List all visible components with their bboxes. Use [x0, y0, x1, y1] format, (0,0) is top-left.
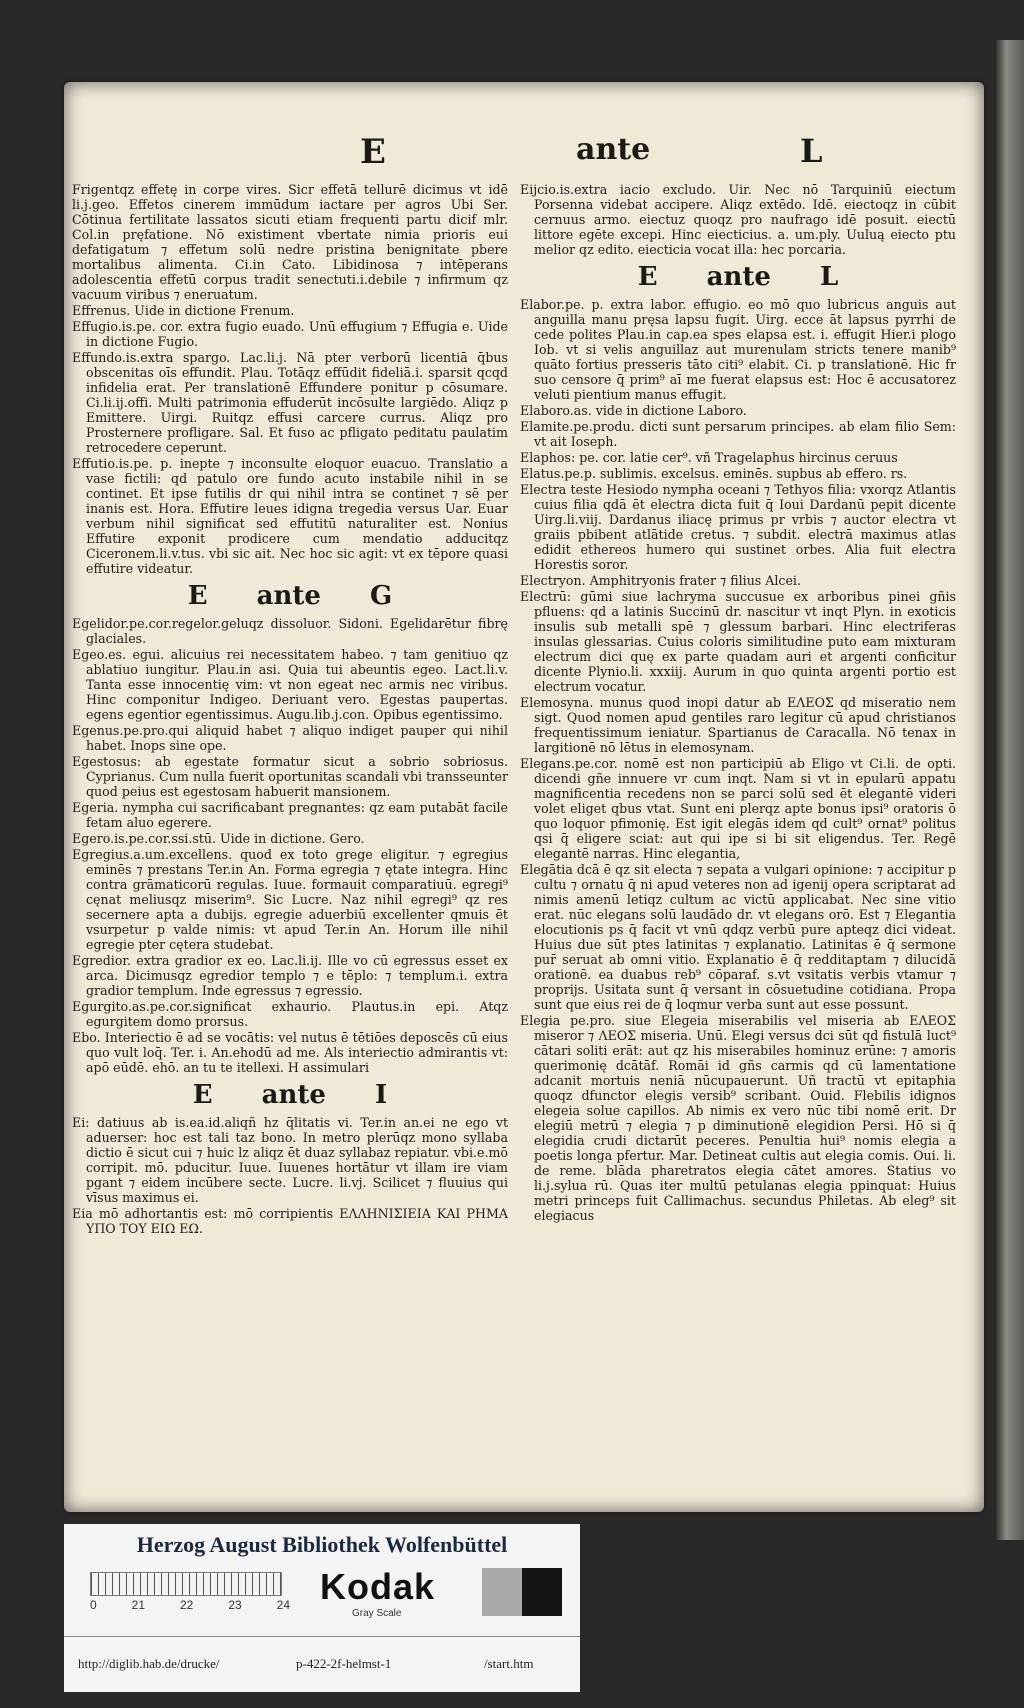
dictionary-entry: Electrū: gūmi siue lachryma succusue ex arboribus pinei gñis pfluens: qd a latinis Succinū dr. nascitur vt inqt Plyn. in exoticis insulis sub metalli spē ⁊ glessum barbari. Hinc electriferas insulas glessarias. Cuius coloris similitudine puto eam mixturam electrum dici quę ex parte quadam auri et argenti conficitur dicente Plynio.li. xxxiij. Aurum in quo quinta argenti portio est electrum vocatur.: [520, 589, 956, 694]
dictionary-entry: Elabor.pe. p. extra labor. effugio. eo mō quo lubricus anguis aut anguilla manu pręsa lapsu fugit. Uirg. ecce āt lapsus pyrrhi de cede polites Plau.in cap.ea spes elapsa est. i. effugit Hier.i plogo Iob. vt si velis anguillaz aut murenulam stricts tenere manib⁹ quāto fortius presseris tāto citi⁹ elabit. Ci. p translationē. Hic fr suo censore q̄ prim⁹ aī me fuerat elapsus est: Hoc ē accusatorez veluti pientium manus effugit.: [520, 297, 956, 402]
dictionary-entry: Egelidor.pe.cor.regelor.geluqz dissoluor. Sidoni. Egelidarētur fibrę glaciales.: [72, 616, 508, 646]
ruler-number: 23: [228, 1598, 242, 1612]
running-head-left: E: [360, 132, 386, 172]
dictionary-entry: Effundo.is.extra spargo. Lac.li.j. Nā pter verborū licentiā q̄bus obscenitas oīs effundit. Plau. Totāqz effūdit fideliā.i. sparsit qcqd infidelia erat. Per translationē Effundere ponitur p cōsumare. Ci.li.ij.offi. Multi patrimonia effuderūt incōsulte largiēdo. Aliqz p Emittere. Uirgi. Ruitqz effusi carcere currus. Aliqz pro Prosternere profligare. Sal. Et fuso ac pfligato peditatu paulatim retrocedere ceperunt.: [72, 350, 508, 455]
dictionary-entry: Ebo. Interiectio ē ad se vocātis: vel nutus ē tētiōes deposcēs cū eius quo vult loq̄. Ter. i. An.ehodū ad me. Als interiectio admirantis vt: apō eūdē. ehō. an tu te itellexi. H assimulari: [72, 1030, 508, 1075]
dictionary-entry: Eijcio.is.extra iacio excludo. Uir. Nec nō Tarquiniū eiectum Porsenna videbat accipere. Aliqz extēdo. Idē. eiectoqz in cūbit cernuus armo. eiectuz quoqz pro naufrago idē posuit. eiectū littore egēte excepi. Hinc eiecticius. a. um.ply. Uuluą eiecto ptu melior qz edito. eiecticia vocat illa: hec porcaria.: [520, 182, 956, 257]
dictionary-entry: Egero.is.pe.cor.ssi.stū. Uide in dictione. Gero.: [72, 831, 365, 846]
dictionary-entry: Electryon. Amphitryonis frater ⁊ filius Alcei.: [520, 573, 801, 588]
dictionary-entry: Egurgito.as.pe.cor.significat exhaurio. Plautus.in epi. Atqz egurgitem domo prorsus.: [72, 999, 508, 1029]
dictionary-entry: Elamite.pe.produ. dicti sunt persarum principes. ab elam filio Sem: vt ait Ioseph.: [520, 419, 956, 449]
black-swatch: [522, 1568, 562, 1616]
gray-scale-label: Gray Scale: [352, 1608, 402, 1619]
card-divider: [64, 1636, 580, 1637]
paragraph: Frigentqz effetę in corpe vires. Sicr effetā tellurē dicimus vt idē li.j.geo. Effetos cinerem immūdum iactare per agros Ubi Ser. Cōtinua fertilitate lassatos sicuti etiam frequenti partu dicif mlr. Col.in pręfatione. Nō existiment vbertate nimia prioris eui defatigatum ⁊ effetum solū nedre pristina benignitate pbere mortalibus alimenta. Ci.in Cato. Libidinosa ⁊ intēperans adolescentia effetū corpus tradit senectuti.i.debile ⁊ infirmum qz vacuum viribus ⁊ eneruatum.: [72, 182, 508, 302]
dictionary-entry: Elaphos: pe. cor. latie cer⁹. vñ Tragelaphus hircinus ceruus: [520, 450, 898, 465]
gray-swatch: [482, 1568, 522, 1616]
running-head-right: L: [800, 132, 823, 170]
dictionary-entry: Egeo.es. egui. alicuius rei necessitatem habeo. ⁊ tam genitiuo qz ablatiuo iungitur. Plau.in asi. Quia tui abeuntis egeo. Lact.li.v. Tanta esse innocentię vim: vt non egeat nec armis nec viribus. Hinc componitur Indigeo. Deriuant vero. Egestas paupertas. egens egentior egentissimus. Augu.lib.j.con. Opibus egentissimo.: [72, 647, 508, 722]
scanner-edge: [994, 40, 1024, 1540]
dictionary-entry: Egeria. nympha cui sacrificabant pregnantes: qz eam putabāt facile fetam aluo egerere.: [72, 800, 508, 830]
section-heading: E ante G: [187, 581, 393, 611]
dictionary-entry: Electra teste Hesiodo nympha oceani ⁊ Tethyos filia: vxorqz Atlantis cuius filia qdā ēt electra dicta fuit q̄ Ioui Dardanū pepit dicente Uirg.li.viij. Dardanus iliacę primus pr vrbis ⁊ auctor electra vt graiis pbibent atlātide cretus. ⁊ subdit. electrā maximus atlas edidit ethereos humero qui sustinet orbes. Alia fuit electra Horestis soror.: [520, 482, 956, 572]
dictionary-entry: Effugio.is.pe. cor. extra fugio euado. Unū effugium ⁊ Effugia e. Uide in dictione Fugio.: [72, 319, 508, 349]
right-column: [520, 182, 956, 1224]
dictionary-entry: Egenus.pe.pro.qui aliquid habet ⁊ aliquo indiget pauper qui nihil habet. Inops sine ope.: [72, 723, 508, 753]
ruler-number: 0: [90, 1598, 97, 1612]
section-heading: E ante I: [192, 1080, 388, 1110]
dictionary-entry: Eia mō adhortantis est: mō corripientis ΕΛΛΗΝΙΣΙΕΙΑ ΚΑΙ ΡΗΜΑ ΥΠΟ ΤΟΥ ΕΙΩ ΕΩ.: [72, 1206, 508, 1236]
ruler-number: 21: [131, 1598, 146, 1612]
ruler-numbers: [90, 1598, 290, 1612]
ruler-number: 22: [179, 1598, 194, 1612]
library-info-card: [64, 1524, 580, 1692]
running-head: [64, 132, 984, 172]
dictionary-entry: Effutio.is.pe. p. inepte ⁊ inconsulte eloquor euacuo. Translatio a vase fictili: qd patulo ore fundo acuto instabile nihil in se continet. Et ipse futilis dr qui nihil intra se continet ⁊ sē per inanis est. Hora. Effutire leues idigna tregedia versus Uar. Euar verbum nihil significat sed effutitū naturaliter est. Nonius Effutire exponit prodicere cum mendatio adducitqz Ciceronem.li.v.tus. vbi sic ait. Nec hoc sic agit: vt ex tēpore quasi effutire videatur.: [72, 456, 508, 576]
section-heading: E ante L: [637, 262, 839, 292]
dictionary-entry: Ei: datiuus ab is.ea.id.aliqñ hz q̄litatis vi. Ter.in an.ei ne ego vt aduerser: hoc est tali taz bono. In metro plerūqz mono syllaba dictio ē sicut cui ⁊ huic lz aliqz ēt duaz syllabaz repiatur. vbi.e.mō corripit. mō. pducitur. Iuue. Iuuenes hortātur vt illam ire viam pgant ⁊ eidem incūbere secte. Lucre. li.vj. Scilicet ⁊ fluuius qui vīsus maximus ei.: [72, 1115, 508, 1205]
library-url[interactable]: http://diglib.hab.de/drucke/: [78, 1656, 220, 1671]
running-head-center: ante: [576, 132, 651, 167]
dictionary-entry: Elegans.pe.cor. nomē est non participiū ab Eligo vt Ci.li. de opti. dicendi gñe innuere vr cum inqt. Nam si vt in epularū appatu magnificentia recedens non se parci solū sed ēt elegantē videri volet eliget qbus vtat. Sunt eni plerqz apte bonus ipsi⁹ oratoris ō quo loquor pfimonię. Est igit elegās idem qd cult⁹ ornat⁹ politus qsi q̄ eligere sciat: aut qui ipe si bi sit eligendus. Ter. Regē elegantē narras. Hinc elegantia,: [520, 756, 956, 861]
ruler-number: 24: [276, 1598, 290, 1612]
dictionary-entry: Egredior. extra gradior ex eo. Lac.li.ij. Ille vo cū egressus esset ex arca. Dicimusqz egredior templo ⁊ e tēplo: ⁊ templum.i. extra gradior templum. Inde egressus ⁊ egressio.: [72, 953, 508, 998]
dictionary-entry: Egestosus: ab egestate formatur sicut a sobrio sobriosus. Cyprianus. Cum nulla fuerit oportunitas scandali vbi transseunter quod peius est egestosam habuerit mansionem.: [72, 754, 508, 799]
dictionary-entry: Egregius.a.um.excellens. quod ex toto grege eligitur. ⁊ egregius eminēs ⁊ prestans Ter.in An. Forma egregia ⁊ ętate integra. Hinc contra grāmaticorū regulas. Iuue. formauit comparatiuū. egregi⁹ cęnat meliusqz miserim⁹. Sic Lucre. Naz nihil egregi⁹ qz res secernere apta a dubijs. egregie aduerbiū excellenter qmuis ēt vsurpetur p valde nimis: vt apud Ter.in An. Horum ille nihil egregie pter cętera studebat.: [72, 847, 508, 952]
start-link[interactable]: /start.htm: [484, 1656, 534, 1671]
dictionary-entry: Effrenus. Uide in dictione Frenum.: [72, 303, 295, 318]
dictionary-entry: Elatus.pe.p. sublimis. excelsus. eminēs. supbus ab effero. rs.: [520, 466, 908, 481]
dictionary-entry: Elegātia dcā ē qz sit electa ⁊ sepata a vulgari opinione: ⁊ accipitur p cultu ⁊ ornatu q̄ ni apud veteres non ad igenij opera scriptarat ad nimis amenū letiqz cultum ac victū applicabat. Nec sine vitio erat. nūc elegans solū laudādo dr. vt elegans orō. Est ⁊ Elegantia elocutionis ps q̄ facit vt vnū qdqz verbū pure apteqz dici videat. Huius due sūt ptes latinitas ⁊ explanatio. Latinitas ē q̄ sermone pur̄ seruat ab omni vitio. Explanatio ē q̄ redditaptam ⁊ dilucidā orationē. ea duabus reb⁹ cōparaf. s.vt vsitatis verbis vtamur ⁊ proprijs. Usitata sunt q̄ versant in cōsuetudine cotidiana. Propa sunt que eius rei de q̄ loqmur verba sunt aut esse possunt.: [520, 862, 956, 1012]
dictionary-entry: Elemosyna. munus quod inopi datur ab ΕΛΕΟΣ qd miseratio nem sigt. Quod nomen apud gentiles raro legitur cū apud christianos frequentissimum ieniatur. Spartianus de Caracalla. Nō tenax in largitionē nō lētus in elemosynam.: [520, 695, 956, 755]
shelfmark: p-422-2f-helmst-1: [296, 1656, 392, 1671]
dictionary-entry: Elaboro.as. vide in dictione Laboro.: [520, 403, 747, 418]
kodak-logo: Kodak: [320, 1566, 436, 1607]
book-page: [64, 82, 984, 1512]
dictionary-entry: Elegia pe.pro. siue Elegeia miserabilis vel miseria ab ΕΛΕΟΣ miseror ⁊ ΛΕΟΣ miseria. Unū. Elegi versus dci sūt qd fistulā luct⁹ cātari soliti erāt: aut qz his miserabiles hominuz erūne: ⁊ amoris querimonię dcātāf. Romāi id gñs carmis qd cū lamentatione adcanit mortuis neniā nūcupauerunt. Uñ tractū vt epitaphia quoqz dfunctor elegis versib⁹ scribant. Ouid. Flebilis idignos elegeia solue capillos. Ab nimis ex vero nūc tibi nomē erit. Dr elegiū metrū ⁊ elegia ⁊ p diminutionē elegidion Persi. Hō si q̄ elegidia crudi dictarūt peceres. Penultia hui⁹ nomis elegia a poetis longa pfertur. Mar. Detineat cultis aut elegia comis. Oui. li. de reme. blāda pharetratos elegia cātet amores. Statius vo li.j.sylua rū. Quas iter multū petulanas elegia ppinquat: Huius metri princeps fuit Callimachus. secundus Philetas. Ab eleg⁹ sit elegiacus: [520, 1013, 956, 1223]
left-column: [64, 182, 508, 1237]
library-title: Herzog August Bibliothek Wolfenbüttel: [136, 1532, 508, 1557]
ruler: [90, 1572, 290, 1614]
ruler-scale: [90, 1572, 282, 1596]
